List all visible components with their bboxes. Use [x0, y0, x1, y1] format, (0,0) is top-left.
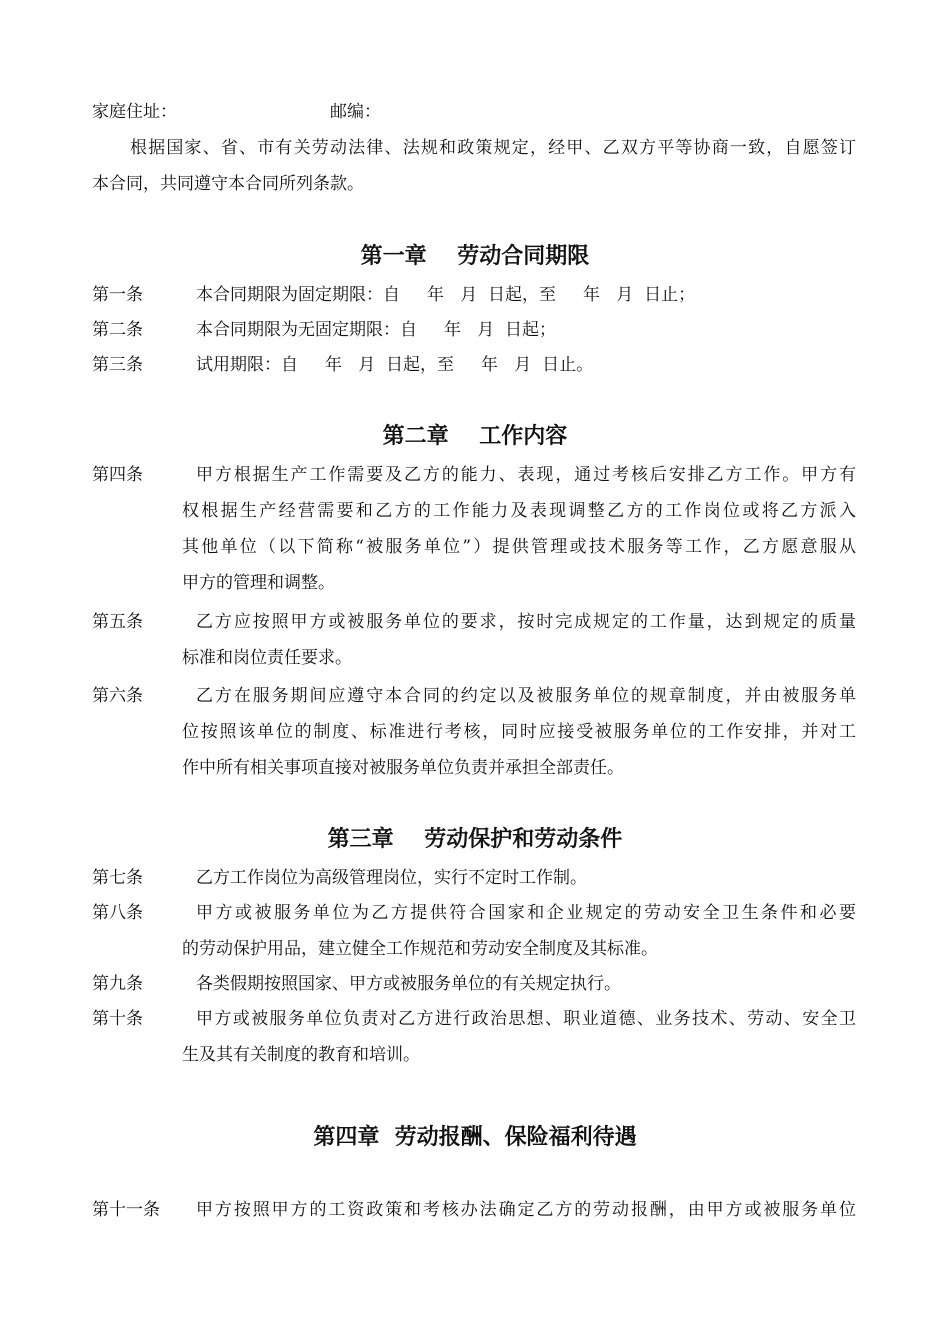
- article-6-line-2: 位按照该单位的制度、标准进行考核，同时应接受被服务单位的工作安排，并对工: [182, 722, 856, 742]
- article-4-line-1: 甲方根据生产工作需要及乙方的能力、表现，通过考核后安排乙方工作。甲方有: [196, 465, 856, 485]
- article-10-line-2: 生及其有关制度的教育和培训。: [182, 1045, 420, 1065]
- postcode-label: 邮编：: [330, 102, 381, 122]
- article-4-label: 第四条: [92, 465, 143, 485]
- preamble-line-2: 本合同，共同遵守本合同所列条款。: [92, 174, 364, 194]
- article-8-line-1: 甲方或被服务单位为乙方提供符合国家和企业规定的劳动安全卫生条件和必要: [196, 903, 856, 923]
- article-7-text: 乙方工作岗位为高级管理岗位，实行不定时工作制。: [196, 868, 587, 888]
- article-4-line-3: 其他单位（以下简称“被服务单位”）提供管理或技术服务等工作，乙方愿意服从: [182, 537, 856, 557]
- article-1-label: 第一条: [92, 285, 143, 305]
- chapter-2-title: 第二章 工作内容: [382, 424, 568, 449]
- address-label: 家庭住址：: [92, 102, 177, 122]
- article-3-label: 第三条: [92, 355, 143, 375]
- article-10-line-1: 甲方或被服务单位负责对乙方进行政治思想、职业道德、业务技术、劳动、安全卫: [196, 1009, 856, 1029]
- article-5-line-1: 乙方应按照甲方或被服务单位的要求，按时完成规定的工作量，达到规定的质量: [196, 612, 856, 632]
- article-9-label: 第九条: [92, 974, 143, 994]
- article-6-label: 第六条: [92, 686, 143, 706]
- article-5-label: 第五条: [92, 612, 143, 632]
- article-4-line-4: 甲方的管理和调整。: [182, 573, 335, 593]
- article-10-label: 第十条: [92, 1009, 143, 1029]
- article-11-line-1: 甲方按照甲方的工资政策和考核办法确定乙方的劳动报酬，由甲方或被服务单位: [196, 1200, 856, 1220]
- article-2-text: 本合同期限为无固定期限：自 年 月 日起；: [196, 320, 557, 340]
- chapter-3-title: 第三章 劳动保护和劳动条件: [327, 827, 623, 852]
- article-9-text: 各类假期按照国家、甲方或被服务单位的有关规定执行。: [196, 974, 621, 994]
- chapter-1-title: 第一章 劳动合同期限: [360, 244, 590, 269]
- article-1-text: 本合同期限为固定期限：自 年 月 日起，至 年 月 日止；: [196, 285, 696, 305]
- article-6-line-1: 乙方在服务期间应遵守本合同的约定以及被服务单位的规章制度，并由被服务单: [196, 686, 856, 706]
- article-8-label: 第八条: [92, 903, 143, 923]
- article-11-label: 第十一条: [92, 1200, 160, 1220]
- article-6-line-3: 作中所有相关事项直接对被服务单位负责并承担全部责任。: [182, 758, 624, 778]
- article-3-text: 试用期限：自 年 月 日起，至 年 月 日止。: [196, 355, 594, 375]
- article-8-line-2: 的劳动保护用品，建立健全工作规范和劳动安全制度及其标准。: [182, 939, 658, 959]
- article-4-line-2: 权根据生产经营需要和乙方的工作能力及表现调整乙方的工作岗位或将乙方派入: [182, 501, 856, 521]
- article-2-label: 第二条: [92, 320, 143, 340]
- chapter-4-title: 第四章 劳动报酬、保险福利待遇: [313, 1125, 637, 1150]
- article-5-line-2: 标准和岗位责任要求。: [182, 648, 352, 668]
- article-7-label: 第七条: [92, 868, 143, 888]
- preamble-line-1: 根据国家、省、市有关劳动法律、法规和政策规定，经甲、乙双方平等协商一致，自愿签订: [130, 138, 856, 158]
